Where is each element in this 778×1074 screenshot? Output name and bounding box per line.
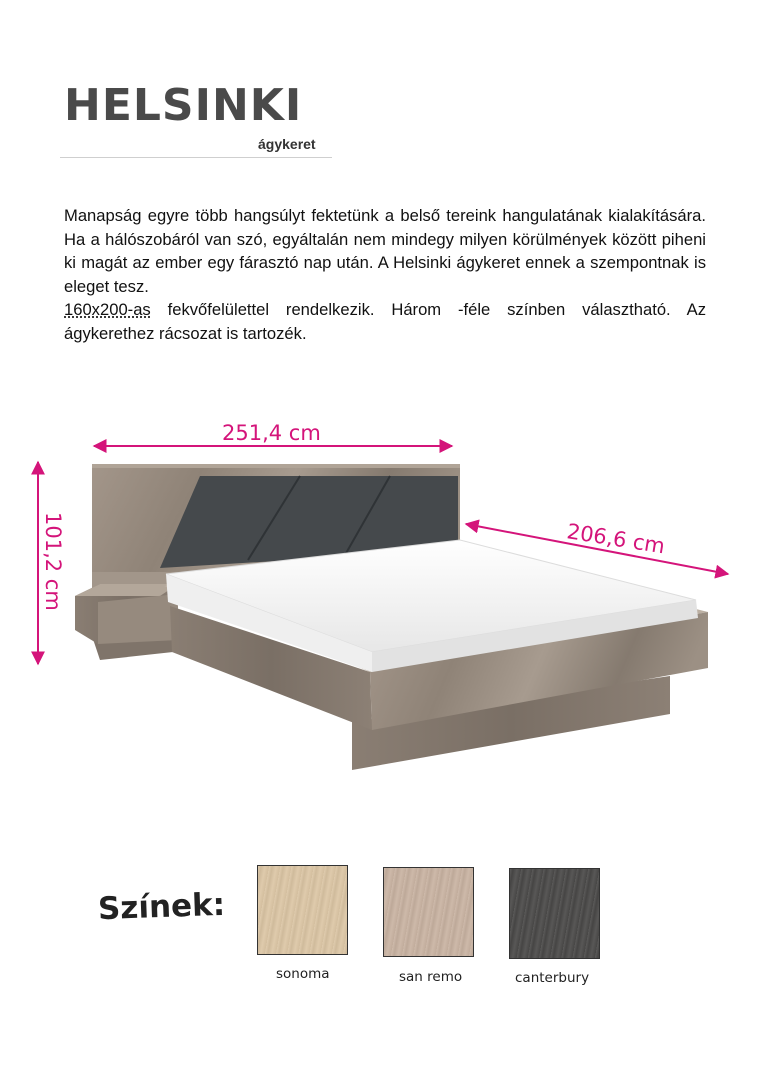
description-paragraph-1: Manapság egyre több hangsúlyt fektetünk a belső tereink hangulatának kialakítására. Ha a hálószobáról van szó, egyáltalán nem mindegy milyen körülmények között piheni ki magát az ember egy fárasztó nap után. A Helsinki ágykeret ennek a szempontnak is eleget tesz. <box>64 206 706 296</box>
swatch-canterbury[interactable] <box>509 868 600 959</box>
product-title: HELSINKI <box>64 80 303 131</box>
product-description <box>64 204 706 346</box>
swatch-label-canterbury: canterbury <box>515 970 590 986</box>
bed-size-text: 160x200-as <box>64 300 151 320</box>
height-label: 101,2 cm <box>41 512 65 611</box>
swatch-label-sonoma: sonoma <box>276 966 330 982</box>
description-paragraph-2-rest: fekvőfelülettel rendelkezik. Három -féle színben választható. Az ágykerethez rácsozat is tartozék. <box>64 300 706 343</box>
swatch-sonoma[interactable] <box>257 865 348 955</box>
length-label: 206,6 cm <box>565 519 667 559</box>
swatch-label-san-remo: san remo <box>399 969 463 985</box>
bed-illustration <box>0 390 778 790</box>
product-subtitle: ágykeret <box>258 136 316 152</box>
description-paragraph-2 <box>64 298 706 345</box>
title-divider <box>60 157 332 158</box>
swatch-san-remo[interactable] <box>383 867 474 957</box>
width-label: 251,4 cm <box>222 421 321 445</box>
colors-heading: Színek: <box>97 886 226 928</box>
